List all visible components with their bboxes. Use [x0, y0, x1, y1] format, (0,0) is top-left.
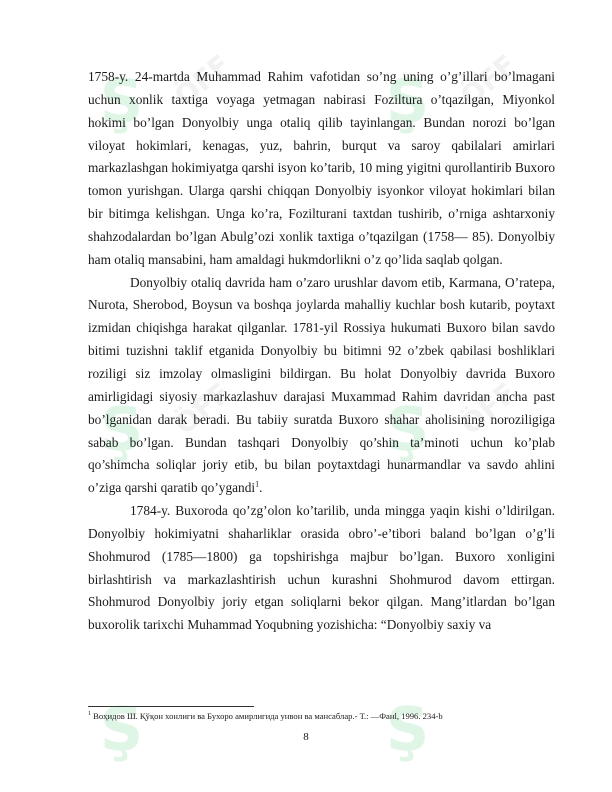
footnote: [88, 709, 555, 722]
watermark-glyph: Ş: [100, 67, 144, 137]
paragraph-2: [88, 272, 555, 500]
watermark-glyph: Ş: [100, 695, 144, 765]
footnote-ref[interactable]: 1: [255, 479, 260, 489]
paragraph-1: [88, 66, 555, 272]
page-number: 8: [303, 731, 309, 743]
watermark-glyph: Ş: [386, 67, 430, 137]
body-text: [88, 66, 555, 637]
watermark-glyph: Ş: [100, 395, 144, 465]
paragraph-text: 1758-y. 24-martda Muhammad Rahim vafotidan so’ng uning o’g’illari bo’lmagani uchun xonlik taxtiga voyaga yetmagan nabirasi Foziltura o’tqazilgan, Miyonkol hokimi bo’lgan Donyolbiy unga otaliq qilib tayinlangan. Bundan norozi bo’lgan viloyat hokimlari, kenagas, yuz, bahrin, burqut va saroy qabilalari amirlari markazlashgan hokimiyatga qarshi isyon ko’tarib, 10 ming yigitni qurollantirib Buxoro tomon yurishgan. Ularga qarshi chiqqan Donyolbiy isyonkor viloyat hokimlari bilan bir bitimga kelishgan. Unga ko’ra, Fozilturani taxtdan tushirib, o’rniga ashtarxoniy shahzodalardan bo’lgan Abulg’ozi xonlik taxtiga o’tqazilgan (1758— 85). Donyolbiy ham otaliq mansabini, ham amaldagi hukmdorlikni o’z qo’lida saqlab qolgan.: [88, 69, 555, 267]
watermark-glyph: Ş: [386, 695, 430, 765]
watermark-tag: ÖFF: [454, 376, 523, 442]
footnote-text: Воҳидов Ш. Қўқон хонлиги ва Бухоро амирлигида унвон ва мансаблар.- Т.: —Фанl, 1996. 234-b: [91, 710, 443, 721]
footnote-mark: 1: [88, 711, 91, 717]
watermark-glyph: Ş: [386, 395, 430, 465]
paragraph-text: Donyolbiy otaliq davrida ham o’zaro urushlar davom etib, Karmana, O’ratepa, Nurota, Sherobod, Boysun va boshqa joylarda mahalliy kuchlar bosh kutarib, poytaxt izmidan chiqishga harakat qilganlar. 1781-yil Rossiya hukumati Buxoro bilan savdo bitimi tuzishni taklif etganida Donyolbiy bu bitimni 92 o’zbek qabilasi boshliklari roziligi siz imzolay olmasligini bildirgan. Bu holat Donyolbiy davrida Buxoro amirligidagi siyosiy markazlashuv darajasi Muxammad Rahim davridan ancha past bo’lganidan darak beradi. Bu tabiiy suratda Buxoro shahar aholisining noroziligiga sabab bo’lgan. Bundan tashqari Donyolbiy qo’shin ta’minoti uchun ko’plab qo’shimcha soliqlar joriy etib, bu bilan poytaxtdagi hunarmandlar va savdo ahlini o’ziga qarshi qaratib qo’ygandi: [88, 274, 555, 496]
watermark-tag: ÖFF: [168, 376, 237, 442]
paragraph-3: [88, 500, 555, 637]
paragraph-text: 1784-y. Buxoroda qo’zg’olon ko’tarilib, unda mingga yaqin kishi o’ldirilgan. Donyolbiy hokimiyatni shaharliklar orasida obro’-e’tibori baland bo’lgan o’g’li Shohmurod (1785—1800) ga topshirishga majbur bo’lgan. Buxoro xonligini birlashtirish va markazlashtirish uchun kurashni Shohmurod davom ettirgan. Shohmurod Donyolbiy joriy etgan soliqlarni bekor qilgan. Mang’itlardan bo’lgan buxorolik tarixchi Muhammad Yoqubning yozishicha: “Donyolbiy saxiy va: [88, 503, 555, 633]
paragraph-tail: .: [259, 480, 263, 496]
watermark-tag: ÖFF: [168, 48, 237, 114]
watermark-tag: ÖFF: [454, 48, 523, 114]
footnote-divider: [88, 706, 254, 707]
